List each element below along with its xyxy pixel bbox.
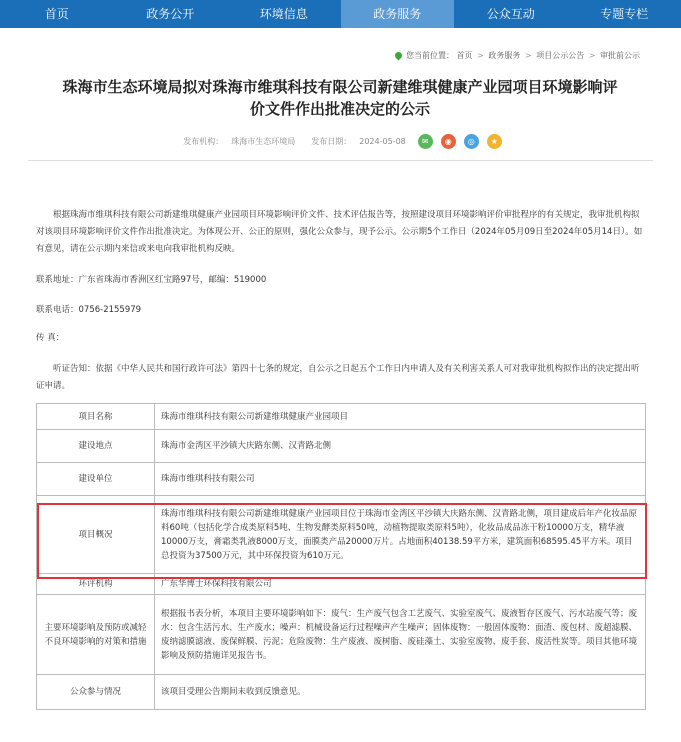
table-value: 该项目受理公告期间未收到反馈意见。 — [155, 675, 646, 710]
breadcrumb-separator: > — [477, 51, 484, 60]
nav-item-home[interactable]: 首页 — [44, 7, 69, 21]
table-value: 广东华博士环保科技有限公司 — [155, 574, 646, 595]
page-title: 珠海市生态环境局拟对珠海市维琪科技有限公司新建维琪健康产业园项目环境影响评价文件作出批准决定的公示 — [62, 78, 618, 118]
table-row — [37, 496, 646, 574]
breadcrumb-item-announcements[interactable]: 项目公示公告 — [536, 51, 585, 60]
contact-address: 联系地址：广东省珠海市香洲区红宝路97号，邮编：519000 — [36, 275, 267, 285]
hearing-notice: 听证告知：依据《中华人民共和国行政许可法》第四十七条的规定，自公示之日起五个工作日内申请人及有关利害关系人可对我审批机构拟作出的决定提出听证申请。 — [36, 364, 640, 391]
divider — [28, 160, 653, 161]
breadcrumb-item-home[interactable]: 首页 — [456, 51, 473, 60]
contact-phone: 联系电话：0756-2155979 — [36, 305, 142, 315]
table-key: 环评机构 — [37, 574, 155, 595]
table-row — [37, 574, 646, 595]
table-row — [37, 430, 646, 463]
table-row — [37, 404, 646, 430]
table-key: 建设单位 — [37, 463, 155, 496]
table-row — [37, 595, 646, 675]
contact-fax: 传 真： — [36, 333, 65, 343]
location-pin-icon — [394, 51, 404, 61]
favorite-icon[interactable]: ★ — [487, 134, 502, 149]
breadcrumb — [0, 50, 640, 61]
source-value: 珠海市生态环境局 — [231, 137, 296, 146]
table-key: 建设地点 — [37, 430, 155, 463]
weibo-icon[interactable]: ◉ — [441, 134, 456, 149]
table-row — [37, 675, 646, 710]
nav-item-gov-open[interactable]: 政务公开 — [146, 7, 195, 21]
date-label: 发布日期： — [311, 137, 352, 146]
nav-item-env-info[interactable]: 环境信息 — [259, 7, 308, 21]
table-key: 项目名称 — [37, 404, 155, 430]
breadcrumb-item-gov-service[interactable]: 政务服务 — [488, 51, 521, 60]
table-key: 公众参与情况 — [37, 675, 155, 710]
project-info-table — [36, 403, 646, 710]
article-meta — [0, 134, 681, 149]
table-value: 珠海市金湾区平沙镇大庆路东侧、汉青路北侧 — [155, 430, 646, 463]
breadcrumb-label: 您当前位置： — [406, 51, 455, 60]
table-key: 项目概况 — [37, 496, 155, 574]
breadcrumb-item-pre-approval[interactable]: 审批前公示 — [600, 51, 640, 60]
nav-item-gov-service[interactable]: 政务服务 — [341, 0, 455, 28]
intro-paragraph: 根据珠海市维琪科技有限公司新建维琪健康产业园项目环境影响评价文件、技术评估报告等，按照建设项目环境影响评价审批程序的有关规定，我审批机构拟对该项目环境影响评价文件作出批准决定。为体现公开、公正的原则，强化公众参与，现予公示。公示期5个工作日（2024年05月09日至2024年05月14日）。如有意见，请在公示期内来信或来电向我审批机构反映。 — [36, 210, 643, 254]
qq-icon[interactable]: ◎ — [464, 134, 479, 149]
breadcrumb-separator: > — [524, 51, 532, 60]
nav-item-public-interaction[interactable]: 公众互动 — [486, 7, 535, 21]
table-value: 珠海市维琪科技有限公司新建维琪健康产业园项目位于珠海市金湾区平沙镇大庆路东侧、汉青路北侧，项目建成后年产化妆品原料60吨（包括化学合成类原料5吨、生物发酵类原料50吨，动植物提取类原料5吨），化妆品成品冻干粉10000万支，精华液10000万支，膏霜类乳液8000万支，面膜类产品20000万片。占地面积40138.59平方米，建筑面积68595.45平方米。项目总投资为37500万元，其中环保投资为610万元。 — [155, 496, 646, 574]
table-key: 主要环境影响及预防或减轻不良环境影响的对策和措施 — [37, 595, 155, 675]
source-label: 发布机构： — [183, 137, 224, 146]
table-value: 根据报书表分析，本项目主要环境影响如下：废气：生产废气包含工艺废气、实验室废气、废液暂存区废气、污水站废气等；废水：包含生活污水、生产废水；噪声：机械设备运行过程噪声产生噪声；固体废物：一般固体废物：面渣、废包材、废超滤膜、废纳滤膜滤液、废保鲜膜、污泥；危险废物：生产废液、废树脂、废硅藻土、实验室废物、废手套、废活性炭等。项目其他环境影响及预防措施详见报告书。 — [155, 595, 646, 675]
breadcrumb-separator: > — [588, 51, 596, 60]
nav-item-special-topics[interactable]: 专题专栏 — [600, 7, 649, 21]
wechat-icon[interactable]: ✉ — [418, 134, 433, 149]
table-value: 珠海市维琪科技有限公司新建维琪健康产业园项目 — [155, 404, 646, 430]
table-row — [37, 463, 646, 496]
date-value: 2024-05-08 — [359, 137, 406, 146]
table-value: 珠海市维琪科技有限公司 — [155, 463, 646, 496]
top-nav — [0, 0, 681, 28]
